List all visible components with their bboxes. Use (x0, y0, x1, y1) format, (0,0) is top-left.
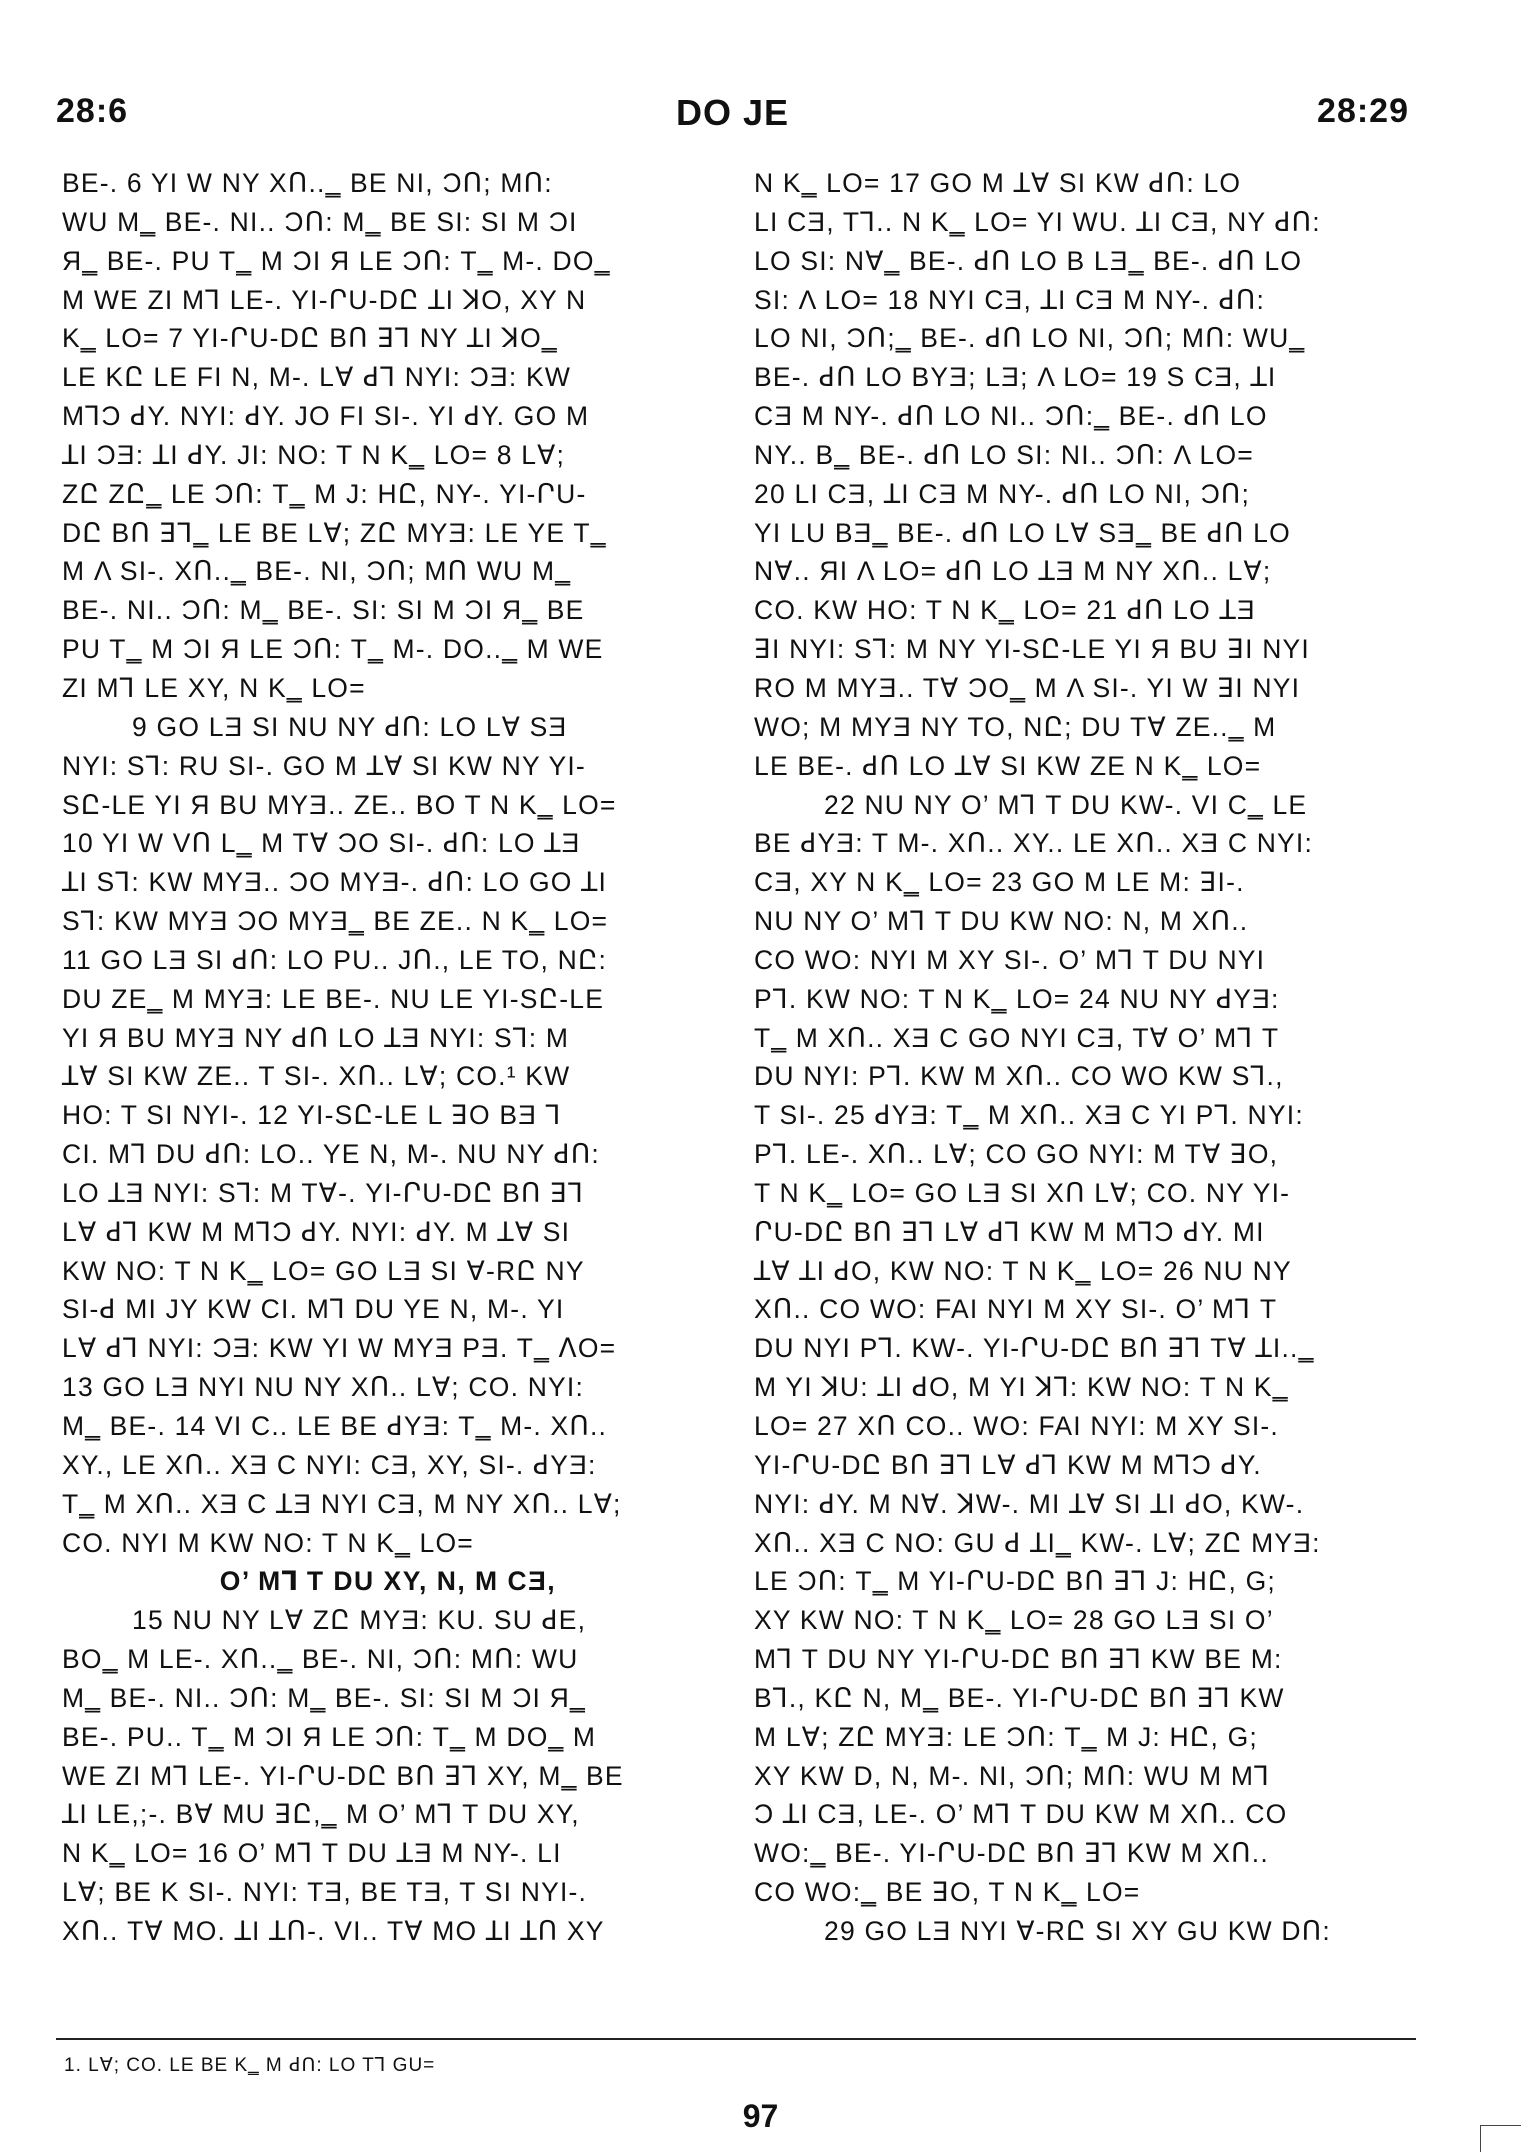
text-line: K‗ LO= 7 YI-ՐU-DԸ BՈ ꓱꓶ NY ꓕI ꓘO‗ (62, 323, 558, 354)
text-line: LO= 27 XՈ CO.. WO: FAI NYI: M XY SI-. (754, 1411, 1279, 1441)
header-verse-range-start: 28:6 (56, 92, 129, 130)
text-line: Lꓯ ꓒꓶ NYI: ƆƎ: KW YI W MYƎ PƎ. T‗ ꓥO= (62, 1333, 617, 1364)
text-line: Bꓶ., KԸ N, M‗ BE-. YI-ՐU-DԸ BՈ ꓱꓶ KW (754, 1682, 1285, 1713)
text-line: SI-ꓒ MI JY KW CI. Mꓶ DU YE N, M-. YI (62, 1294, 565, 1325)
text-line: M Lꓯ; ZԸ MYƎ: LE ƆՈ: T‗ M J: HԸ, G; (754, 1721, 1258, 1752)
text-line: BE-. ꓒՈ LO BYƎ; LƎ; Λ LO= 19 S CƎ, ꓕI (754, 362, 1277, 393)
text-line: NU NY O’ Mꓶ T DU KW NO: N, M XՈ.. (754, 906, 1249, 937)
text-line: WU M‗ BE-. NI.. ƆՈ: M‗ BE SI: SI M ƆI (62, 206, 578, 237)
text-line: M Λ SI-. XՈ..‗ BE-. NI, ƆՈ; MՈ WU M‗ (62, 556, 572, 587)
text-line: SI: Λ LO= 18 NYI CƎ, ꓕI CƎ M NY-. ꓒՈ: (754, 284, 1266, 315)
text-line: ꓱI NYI: Sꓶ: M NY YI-SԸ-LE YI Я BU ꓱI NYI (754, 634, 1310, 665)
text-line: RO M MYƎ.. Tꓯ ƆO‗ M Λ SI-. YI W ꓱI NYI (754, 672, 1301, 703)
text-line: LE KԸ LE FI N, M-. Lꓯ ꓒꓶ NYI: ƆƎ: KW (62, 362, 572, 393)
text-line: M‗ BE-. 14 VI C.. LE BE ꓒYƎ: T‗ M-. XՈ.. (62, 1411, 608, 1441)
text-line: XY KW NO: T N K‗ LO= 28 GO LƎ SI O’ (754, 1605, 1274, 1636)
text-line: CO WO: NYI M XY SI-. O’ Mꓶ T DU NYI (754, 944, 1266, 975)
text-line: YI-ՐU-DԸ BՈ ꓱꓶ Lꓯ ꓒꓶ KW M MꓶƆ ꓒY. (754, 1449, 1262, 1480)
text-line: 22 NU NY O’ Mꓶ T DU KW-. VI C‗ LE (824, 789, 1308, 820)
running-header (56, 92, 1409, 138)
text-line: M YI ꓘU: ꓕI ꓒO, M YI ꓘꓶ: KW NO: T N K‗ (754, 1372, 1289, 1403)
text-line: 11 GO LƎ SI ꓒՈ: LO PU.. JՈ., LE TO, NԸ: (62, 944, 608, 975)
text-line: KW NO: T N K‗ LO= GO LƎ SI ꓯ-RԸ NY (62, 1255, 585, 1286)
text-line: CƎ M NY-. ꓒՈ LO NI.. ƆՈ:‗ BE-. ꓒՈ LO (754, 401, 1268, 432)
text-line: BE-. PU.. T‗ M ƆI Я LE ƆՈ: T‗ M DO‗ M (62, 1721, 597, 1752)
text-line: HO: T SI NYI-. 12 YI-SԸ-LE L ꓱO BƎ ꓶ (62, 1100, 562, 1131)
text-line: 9 GO LƎ SI NU NY ꓒՈ: LO Lꓯ SƎ (132, 711, 568, 742)
text-line: Lꓯ; BE K SI-. NYI: TƎ, BE TƎ, T SI NYI-. (62, 1877, 588, 1908)
footnote: 1. Lꓯ; CO. LE BE K‗ M ꓒՈ: LO Tꓶ GU= (64, 2055, 436, 2076)
text-line: Я‗ BE-. PU T‗ M ƆI Я LE ƆՈ: T‗ M-. DO‗ (62, 245, 611, 276)
text-line: NY.. B‗ BE-. ꓒՈ LO SI: NI.. ƆՈ: Λ LO= (754, 439, 1254, 470)
text-line: LO ꓕƎ NYI: Sꓶ: M Tꓯ-. YI-ՐU-DԸ BՈ ꓱꓶ (62, 1177, 585, 1208)
text-line: BE-. 6 YI W NY XՈ..‗ BE NI, ƆՈ; MՈ: (62, 168, 553, 198)
text-line: LE BE-. ꓒՈ LO ꓕꓯ SI KW ZE N K‗ LO= (754, 750, 1262, 781)
text-line: CƎ, XY N K‗ LO= 23 GO M LE M: ꓱI-. (754, 867, 1245, 898)
text-line: XY., LE XՈ.. XƎ C NYI: CƎ, XY, SI-. ꓒYƎ: (62, 1449, 597, 1480)
text-line: T SI-. 25 ꓒYƎ: T‗ M XՈ.. XƎ C YI Pꓶ. NYI: (754, 1100, 1304, 1131)
text-line: Lꓯ ꓒꓶ KW M MꓶƆ ꓒY. NYI: ꓒY. M ꓕꓯ SI (62, 1216, 571, 1247)
text-line: LI CƎ, Tꓶ.. N K‗ LO= YI WU. ꓕI CƎ, NY ꓒՈ: (754, 206, 1321, 237)
text-line: T‗ M XՈ.. XƎ C GO NYI CƎ, Tꓯ O’ Mꓶ T (754, 1022, 1280, 1053)
text-line: YI LU BƎ‗ BE-. ꓒՈ LO Lꓯ SƎ‗ BE ꓒՈ LO (754, 517, 1291, 548)
text-line: WO; M MYƎ NY TO, NԸ; DU Tꓯ ZE..‗ M (754, 711, 1277, 742)
text-line: LO NI, ƆՈ;‗ BE-. ꓒՈ LO NI, ƆՈ; MՈ: WU‗ (754, 323, 1306, 354)
text-line: ZI Mꓶ LE XY, N K‗ LO= (62, 672, 366, 703)
text-line: ZԸ ZԸ‗ LE ƆՈ: T‗ M J: HԸ, NY-. YI-ՐU- (62, 478, 587, 509)
text-line: Pꓶ. KW NO: T N K‗ LO= 24 NU NY ꓒYƎ: (754, 983, 1280, 1014)
text-line: XՈ.. XƎ C NO: GU ꓒ ꓕI‗ KW-. Lꓯ; ZԸ MYƎ: (754, 1527, 1321, 1558)
text-line: LO SI: Nꓯ‗ BE-. ꓒՈ LO B LƎ‗ BE-. ꓒՈ LO (754, 245, 1303, 276)
text-line: ꓕI LE,;-. Bꓯ MU ꓱԸ,‗ M O’ Mꓶ T DU XY, (62, 1799, 580, 1830)
text-line: 13 GO LƎ NYI NU NY XՈ.. Lꓯ; CO. NYI: (62, 1372, 585, 1403)
text-line: 20 LI CƎ, ꓕI CƎ M NY-. ꓒՈ LO NI, ƆՈ; (754, 478, 1251, 509)
text-line: M‗ BE-. NI.. ƆՈ: M‗ BE-. SI: SI M ƆI Я‗ (62, 1682, 586, 1713)
text-line: LE ƆՈ: T‗ M YI-ՐU-DԸ BՈ ꓱꓶ J: HԸ, G; (754, 1566, 1276, 1597)
text-line: N K‗ LO= 17 GO M ꓕꓯ SI KW ꓒՈ: LO (754, 168, 1242, 198)
text-line: Sꓶ: KW MYƎ ƆO MYƎ‗ BE ZE.. N K‗ LO= (62, 906, 609, 937)
text-line: DU ZE‗ M MYƎ: LE BE-. NU LE YI-SԸ-LE (62, 983, 605, 1014)
text-line: PU T‗ M ƆI Я LE ƆՈ: T‗ M-. DO..‗ M WE (62, 634, 604, 665)
text-line: NYI: ꓒY. M Nꓯ. ꓘW-. MI ꓕꓯ SI ꓕI ꓒO, KW-. (754, 1488, 1305, 1519)
text-line: CO. NYI M KW NO: T N K‗ LO= (62, 1527, 474, 1558)
text-line: CO WO:‗ BE ꓱO, T N K‗ LO= (754, 1877, 1141, 1908)
text-line: BE-. NI.. ƆՈ: M‗ BE-. SI: SI M ƆI Я‗ BE (62, 595, 585, 626)
text-line: BO‗ M LE-. XՈ..‗ BE-. NI, ƆՈ: MՈ: WU (62, 1644, 579, 1675)
text-line: NYI: Sꓶ: RU SI-. GO M ꓕꓯ SI KW NY YI- (62, 750, 586, 781)
text-line: WO:‗ BE-. YI-ՐU-DԸ BՈ ꓱꓶ KW M XՈ.. (754, 1838, 1269, 1869)
text-line: DU NYI Pꓶ. KW-. YI-ՐU-DԸ BՈ ꓱꓶ Tꓯ ꓕI..‗ (754, 1333, 1315, 1364)
text-line: M WE ZI Mꓶ LE-. YI-ՐU-DԸ ꓕI ꓘO, XY N (62, 284, 587, 315)
text-line: ꓕI ƆƎ: ꓕI ꓒY. JI: NO: T N K‗ LO= 8 Lꓯ; (62, 439, 566, 470)
text-line: N K‗ LO= 16 O’ Mꓶ T DU ꓕƎ M NY-. LI (62, 1838, 562, 1869)
page-number: 97 (742, 2098, 779, 2134)
text-line: SԸ-LE YI Я BU MYƎ.. ZE.. BO T N K‗ LO= (62, 789, 617, 820)
footnote-divider (56, 2038, 1416, 2040)
page-corner-mark (1480, 2125, 1521, 2152)
text-line: 10 YI W VՈ L‗ M Tꓯ ƆO SI-. ꓒՈ: LO ꓕƎ (62, 828, 581, 859)
text-line: CI. Mꓶ DU ꓒՈ: LO.. YE N, M-. NU NY ꓒՈ: (62, 1139, 600, 1170)
header-verse-range-end: 28:29 (1317, 92, 1409, 130)
text-line: XՈ.. Tꓯ MO. ꓕI ꓕՈ-. VI.. Tꓯ MO ꓕI ꓕՈ XY (62, 1915, 605, 1946)
text-line: ꓕꓯ SI KW ZE.. T SI-. XՈ.. Lꓯ; CO.¹ KW (62, 1061, 571, 1092)
text-line: CO. KW HO: T N K‗ LO= 21 ꓒՈ LO ꓕƎ (754, 595, 1256, 626)
text-line: Pꓶ. LE-. XՈ.. Lꓯ; CO GO NYI: M Tꓯ ꓱO, (754, 1139, 1279, 1170)
right-text-column (754, 164, 1414, 1951)
text-line: 15 NU NY Lꓯ ZԸ MYƎ: KU. SU ꓒE, (132, 1605, 587, 1636)
text-line: ꓕI Sꓶ: KW MYƎ.. ƆO MYƎ-. ꓒՈ: LO GO ꓕI (62, 867, 608, 898)
header-book-title: DO JE (675, 92, 790, 133)
text-line: DU NYI: Pꓶ. KW M XՈ.. CO WO KW Sꓶ., (754, 1061, 1284, 1092)
text-line: XՈ.. CO WO: FAI NYI M XY SI-. O’ Mꓶ T (754, 1294, 1278, 1325)
text-line: Ɔ ꓕI CƎ, LE-. O’ Mꓶ T DU KW M XՈ.. CO (754, 1799, 1288, 1830)
text-line: Nꓯ.. ЯI Λ LO= ꓒՈ LO ꓕƎ M NY XՈ.. Lꓯ; (754, 556, 1272, 587)
text-line: BE ꓒYƎ: T M-. XՈ.. XY.. LE XՈ.. XƎ C NYI: (754, 828, 1314, 859)
text-line: WE ZI Mꓶ LE-. YI-ՐU-DԸ BՈ ꓱꓶ XY, M‗ BE (62, 1760, 624, 1791)
text-line: 29 GO LƎ NYI ꓯ-RԸ SI XY GU KW DՈ: (824, 1915, 1331, 1946)
text-line: XY KW D, N, M-. NI, ƆՈ; MՈ: WU M Mꓶ (754, 1760, 1271, 1791)
text-line: Mꓶ T DU NY YI-ՐU-DԸ BՈ ꓱꓶ KW BE M: (754, 1644, 1283, 1675)
text-line: ՐU-DԸ BՈ ꓱꓶ Lꓯ ꓒꓶ KW M MꓶƆ ꓒY. MI (754, 1216, 1265, 1247)
text-line: YI Я BU MYƎ NY ꓒՈ LO ꓕƎ NYI: Sꓶ: M (62, 1022, 570, 1053)
text-line: O’ Mꓶ T DU XY, N, M CƎ, (219, 1566, 557, 1597)
left-text-column (62, 164, 714, 1951)
text-line: T N K‗ LO= GO LƎ SI XՈ Lꓯ; CO. NY YI- (754, 1177, 1291, 1208)
text-line: T‗ M XՈ.. XƎ C ꓕƎ NYI CƎ, M NY XՈ.. Lꓯ; (62, 1488, 622, 1519)
text-line: MꓶƆ ꓒY. NYI: ꓒY. JO FI SI-. YI ꓒY. GO M (62, 401, 590, 432)
text-line: DԸ BՈ ꓱꓶ‗ LE BE Lꓯ; ZԸ MYƎ: LE YE T‗ (62, 517, 607, 548)
text-line: ꓕꓯ ꓕI ꓒO, KW NO: T N K‗ LO= 26 NU NY (754, 1255, 1292, 1286)
